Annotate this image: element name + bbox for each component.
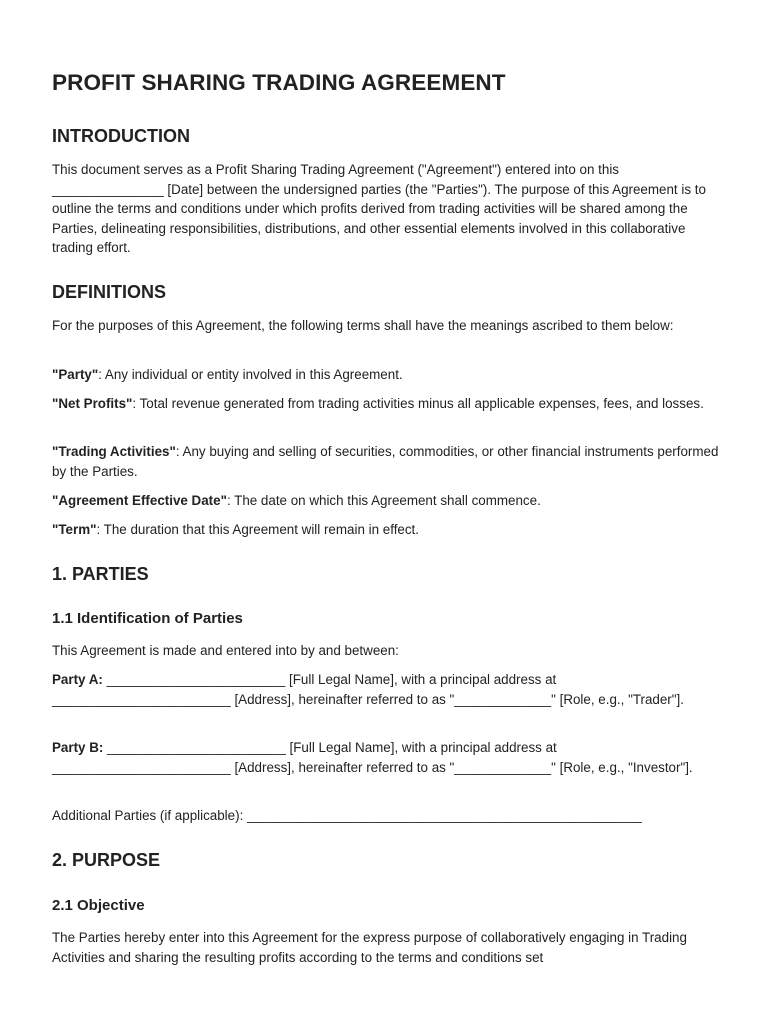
definition-item-party — [52, 365, 722, 385]
introduction-heading: INTRODUCTION — [52, 126, 190, 146]
party-b-label: Party B: — [52, 740, 104, 755]
introduction-paragraph: This document serves as a Profit Sharing Trading Agreement ("Agreement") entered into on this _______________ [Date] between the undersigned parties (the "Parties"). The purpose of this Agreement is to outline the terms and conditions under which profits derived from trading activities will be shared among the Parties, delineating responsibilities, distributions, and other essential elements involved in this collaborative trading effort. — [52, 162, 706, 256]
definition-text: : Any individual or entity involved in this Agreement. — [98, 367, 403, 382]
party-b-text: ________________________ [Full Legal Name], with a principal address at ________________________ [Address], hereinafter referred to as "_____________" [Role, e.g., "Investor"]. — [52, 740, 693, 775]
definition-item-trading-activities — [52, 442, 722, 481]
definition-term: "Net Profits" — [52, 396, 133, 411]
purpose-heading: 2. PURPOSE — [52, 850, 161, 870]
party-a-block — [52, 670, 722, 709]
purpose-paragraph: The Parties hereby enter into this Agreement for the express purpose of collaboratively engaging in Trading Activities and sharing the resulting profits according to the terms and conditions set — [52, 930, 687, 965]
parties-subheading: 1.1 Identification of Parties — [52, 610, 243, 627]
definition-term: "Term" — [52, 522, 97, 537]
definition-text: : The date on which this Agreement shall commence. — [226, 493, 541, 508]
definitions-intro: For the purposes of this Agreement, the following terms shall have the meanings ascribed to them below: — [52, 318, 674, 333]
definition-item-effective-date — [52, 491, 722, 511]
party-b-block — [52, 738, 722, 777]
party-a-label: Party A: — [52, 672, 103, 687]
definition-text: : Any buying and selling of securities, commodities, or other financial instruments performed by the Parties. — [52, 444, 719, 479]
definition-term: "Party" — [52, 367, 99, 382]
additional-parties: Additional Parties (if applicable): _____________________________________________________ — [52, 808, 642, 823]
document-title: PROFIT SHARING TRADING AGREEMENT — [52, 70, 506, 95]
definition-text: : The duration that this Agreement will remain in effect. — [96, 522, 419, 537]
definitions-heading: DEFINITIONS — [52, 282, 167, 302]
purpose-subheading: 2.1 Objective — [52, 897, 145, 914]
definition-term: "Agreement Effective Date" — [52, 493, 227, 508]
parties-intro: This Agreement is made and entered into by and between: — [52, 643, 399, 658]
party-a-text: ________________________ [Full Legal Name], with a principal address at ________________________ [Address], hereinafter referred to as "_____________" [Role, e.g., "Trader"]. — [52, 672, 684, 707]
definition-term: "Trading Activities" — [52, 444, 176, 459]
definition-text: : Total revenue generated from trading activities minus all applicable expenses, fees, and losses. — [132, 396, 704, 411]
parties-heading: 1. PARTIES — [52, 564, 149, 584]
definition-item-term — [52, 520, 722, 540]
definition-item-net-profits — [52, 394, 722, 414]
